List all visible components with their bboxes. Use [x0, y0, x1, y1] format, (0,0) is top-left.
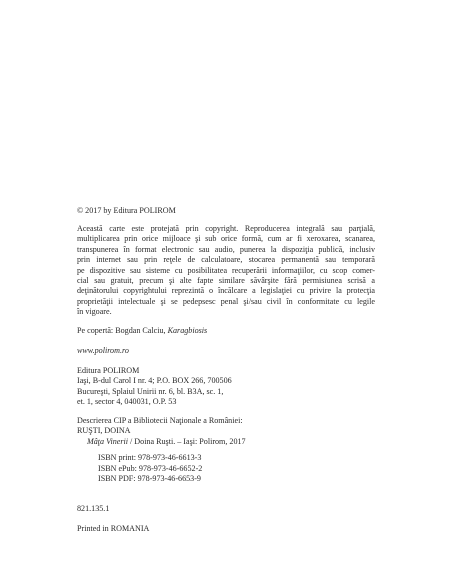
cip-heading: Descrierea CIP a Bibliotecii Naţionale a României:: [77, 416, 243, 425]
publisher-address: [77, 366, 377, 408]
website-url: www.polirom.ro: [77, 346, 129, 355]
notice-line: deţinătorului copyrightului reprezintă o încălcare a legislaţiei cu privire la protecţia: [77, 286, 375, 296]
notice-line: cial sau gratuit, precum şi alte fapte similare săvârşite fără permisiunea scrisă a: [77, 275, 375, 285]
notice-line: pe dispozitive sau sisteme cu posibilitatea recuperării informaţiilor, cu scop comer-: [77, 265, 375, 275]
notice-line: în vigoare.: [77, 307, 112, 317]
cover-label: Pe copertă: Bogdan Calciu,: [77, 326, 168, 335]
classification-line: [77, 504, 377, 514]
cip-title-line: [77, 437, 377, 447]
notice-line: multiplicarea prin orice mijloace şi sub orice formă, cum ar fi xeroxarea, scanarea,: [77, 234, 375, 244]
copyright-notice: [77, 224, 377, 318]
cip-book-rest: / Doina Ruşti. – Iaşi: Polirom, 2017: [128, 436, 246, 446]
classification-code: 821.135.1: [77, 504, 110, 513]
cover-title: Karagbiosis: [167, 326, 208, 335]
cip-author: RUŞTI, DOINA: [77, 426, 131, 436]
website-line: [77, 346, 377, 356]
isbn-line: ISBN ePub: 978-973-46-6652-2: [98, 463, 203, 473]
cip-description: [77, 416, 377, 484]
copyright-text: © 2017 by Editura POLIROM: [77, 206, 176, 215]
publisher-address-line: Iaşi, B-dul Carol I nr. 4; P.O. BOX 266, 700506: [77, 376, 232, 386]
publisher-address-line: Bucureşti, Splaiul Unirii nr. 6, bl. B3A, sc. 1,: [77, 386, 224, 396]
notice-line: prin internet sau prin reţele de calculatoare, stocarea permanentă sau temporară: [77, 255, 375, 265]
publisher-name: Editura POLIROM: [77, 366, 140, 375]
isbn-line: ISBN PDF: 978-973-46-6653-9: [98, 473, 201, 483]
cip-book-title: Mâţa Vinerii: [87, 436, 128, 446]
notice-line: Această carte este protejată prin copyright. Reproducerea integrală sau parţială,: [77, 224, 375, 233]
notice-line: transpunerea în format electronic sau audio, punerea la dispoziţia publică, inclusiv: [77, 244, 375, 254]
copyright-line: [77, 206, 377, 216]
cover-credit: [77, 326, 377, 336]
isbn-line: ISBN print: 978-973-46-6613-3: [98, 453, 202, 463]
notice-line: proprietăţii intelectuale şi se pedepsesc penal şi/sau civil în conformitate cu legile: [77, 296, 375, 306]
printed-in: Printed in ROMANIA: [77, 524, 150, 533]
publisher-address-line: et. 1, sector 4, 040031, O.P. 53: [77, 397, 177, 407]
printed-line: [77, 524, 377, 534]
